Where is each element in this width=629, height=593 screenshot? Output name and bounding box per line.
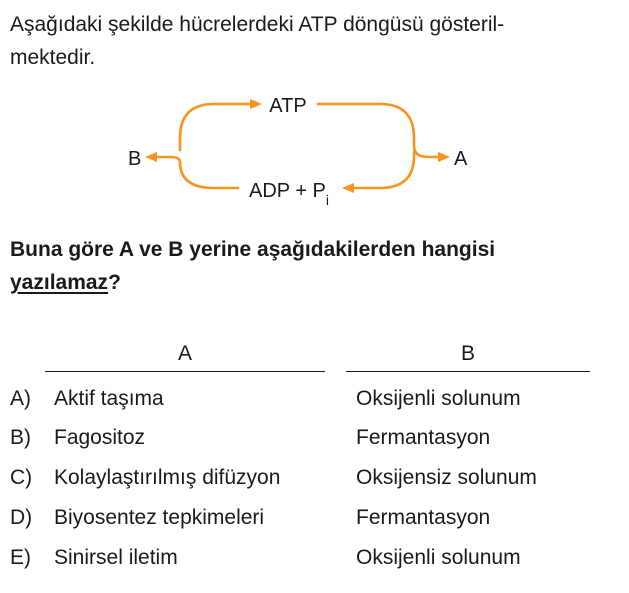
option-a-value: Sinirsel iletim (54, 546, 178, 569)
option-letter: D) (10, 506, 33, 529)
option-a-value: Fagositoz (54, 426, 146, 449)
arrowhead-atp (250, 99, 262, 109)
left-arrow-path (154, 157, 238, 188)
option-letter: C) (10, 466, 33, 489)
arrowhead-adp (342, 183, 354, 193)
label-adp-main: ADP + P (249, 180, 326, 202)
option-a-value: Kolaylaştırılmış difüzyon (54, 466, 281, 489)
option-letter: E) (10, 546, 31, 569)
option-b-value: Fermantasyon (356, 426, 491, 449)
label-adp (249, 180, 329, 208)
question-mark: ? (108, 271, 121, 294)
option-row-b[interactable] (0, 426, 629, 466)
label-atp: ATP (269, 95, 307, 117)
column-header-b: B (460, 342, 475, 365)
option-letter: B) (10, 426, 31, 449)
label-adp-subscript: i (325, 192, 330, 208)
arrowhead-a (438, 152, 450, 162)
column-header-a: A (177, 342, 192, 365)
label-b: B (128, 148, 142, 170)
arrowhead-b (145, 152, 157, 162)
column-b-rule (346, 371, 590, 372)
intro-line-2: mektedir. (10, 46, 96, 69)
option-b-value: Oksijenli solunum (356, 387, 521, 410)
intro-line-1: Aşağıdaki şekilde hücrelerdeki ATP döngüsü gösteril- (10, 13, 505, 36)
top-arrow-path (180, 104, 252, 150)
option-row-a[interactable] (0, 387, 629, 427)
option-row-d[interactable] (0, 506, 629, 546)
option-b-value: Oksijensiz solunum (356, 466, 537, 489)
option-a-value: Biyosentez tepkimeleri (54, 506, 265, 529)
option-a-value: Aktif taşıma (54, 387, 164, 410)
question-text (10, 233, 610, 299)
column-a-rule (45, 371, 325, 372)
option-b-value: Oksijenli solunum (356, 546, 521, 569)
option-row-c[interactable] (0, 466, 629, 506)
label-a: A (454, 148, 468, 170)
question-underlined-word: yazılamaz (10, 271, 109, 294)
right-arrow-path (318, 104, 440, 157)
question-line-1: Buna göre A ve B yerine aşağıdakilerden hangisi (10, 238, 496, 261)
bottom-arrow-path (352, 152, 414, 188)
option-letter: A) (10, 387, 31, 410)
option-b-value: Fermantasyon (356, 506, 491, 529)
option-row-e[interactable] (0, 546, 629, 586)
atp-cycle-diagram (0, 0, 629, 230)
